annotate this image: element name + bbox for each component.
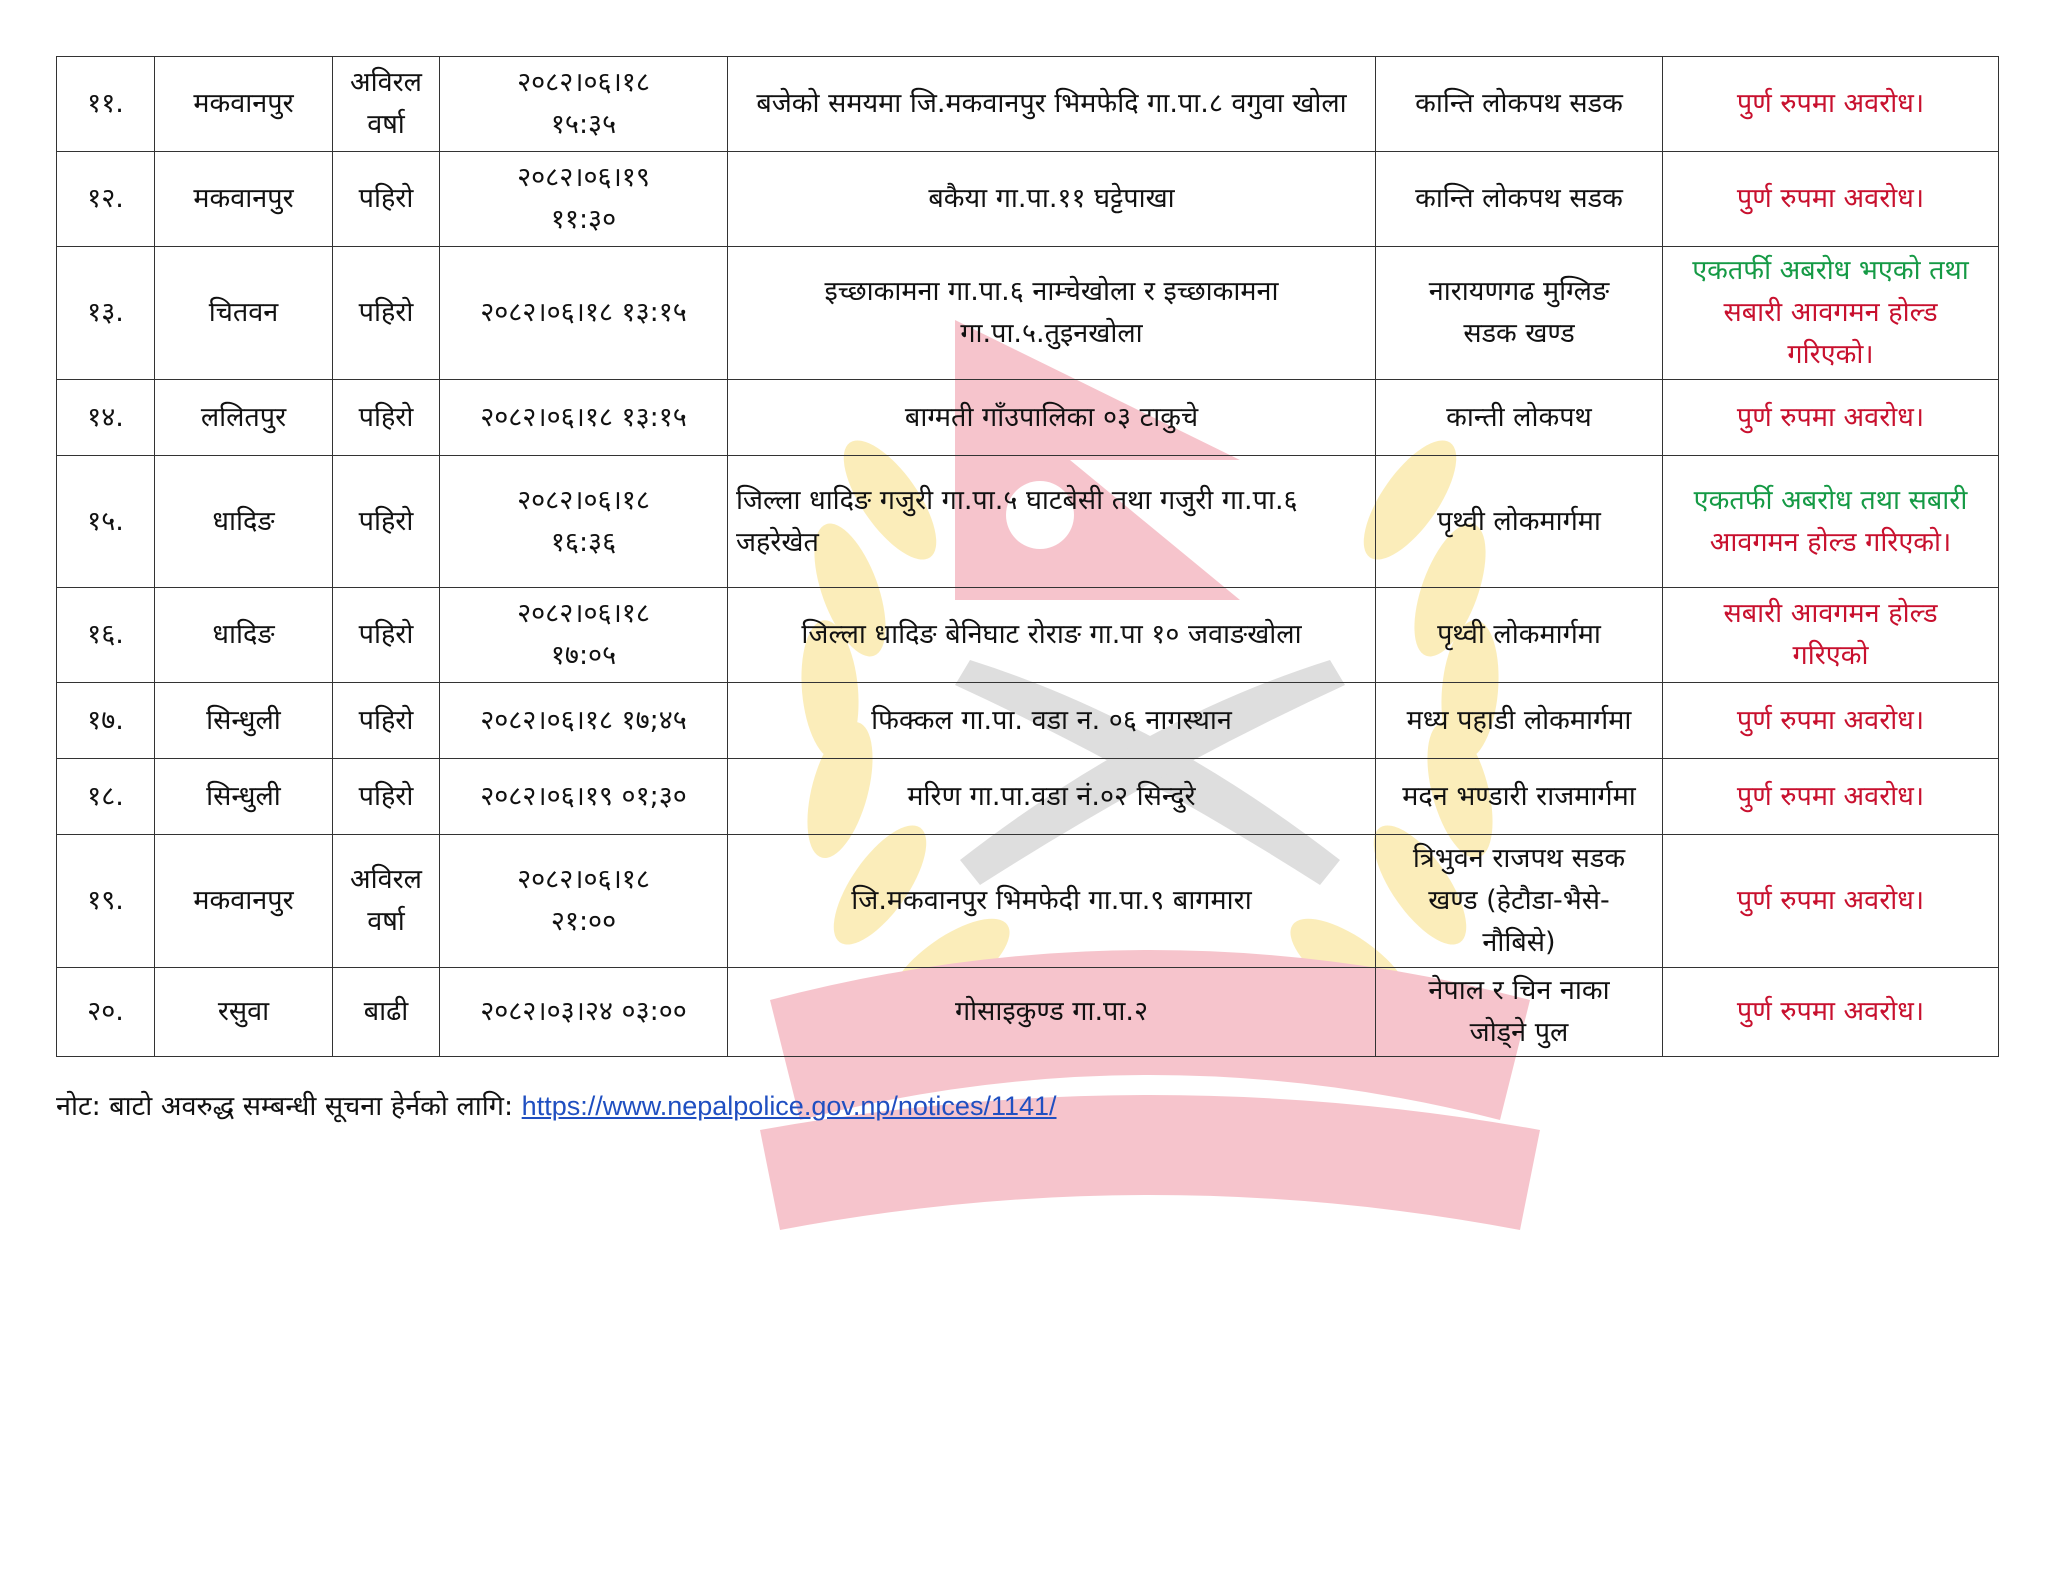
incident-type-cell: अविरल वर्षा [333, 57, 440, 152]
datetime-cell: २०८२।०६।१९ ०१;३० [440, 759, 728, 835]
table-row [57, 588, 1999, 683]
table-row [57, 835, 1999, 968]
table-row [57, 152, 1999, 247]
table-row [57, 968, 1999, 1057]
incident-type-cell: पहिरो [333, 152, 440, 247]
location-cell: बजेको समयमा जि.मकवानपुर भिमफेदि गा.पा.८ वगुवा खोला [728, 57, 1376, 152]
datetime-cell: २०८२।०६।१८ १५:३५ [440, 57, 728, 152]
serial-number-cell: १४. [57, 380, 155, 456]
district-cell: ललितपुर [155, 380, 333, 456]
incident-type-cell: पहिरो [333, 588, 440, 683]
road-cell: त्रिभुवन राजपथ सडक खण्ड (हेटौडा-भैसे- नौबिसे) [1376, 835, 1663, 968]
serial-number-cell: १८. [57, 759, 155, 835]
road-cell: नारायणगढ मुग्लिङ सडक खण्ड [1376, 247, 1663, 380]
datetime-cell: २०८२।०६।१८ १३:१५ [440, 247, 728, 380]
status-cell: पुर्ण रुपमा अवरोध। [1663, 683, 1999, 759]
table-row [57, 380, 1999, 456]
incident-type-cell: पहिरो [333, 683, 440, 759]
district-cell: सिन्धुली [155, 759, 333, 835]
district-cell: धादिङ [155, 588, 333, 683]
status-red-text: आवगमन होल्ड गरिएको। [1709, 526, 1952, 558]
notice-link[interactable]: https://www.nepalpolice.gov.np/notices/1141/ [521, 1091, 1057, 1121]
location-cell: फिक्कल गा.पा. वडा न. ०६ नागस्थान [728, 683, 1376, 759]
serial-number-cell: १९. [57, 835, 155, 968]
road-cell: कान्ति लोकपथ सडक [1376, 57, 1663, 152]
road-cell: मध्य पहाडी लोकमार्गमा [1376, 683, 1663, 759]
status-cell: पुर्ण रुपमा अवरोध। [1663, 380, 1999, 456]
serial-number-cell: १६. [57, 588, 155, 683]
status-cell: पुर्ण रुपमा अवरोध। [1663, 152, 1999, 247]
serial-number-cell: ११. [57, 57, 155, 152]
status-green-text: एकतर्फी अबरोध भएको तथा [1692, 255, 1969, 286]
road-cell: पृथ्वी लोकमार्गमा [1376, 588, 1663, 683]
status-cell: पुर्ण रुपमा अवरोध। [1663, 57, 1999, 152]
location-cell: जि.मकवानपुर भिमफेदी गा.पा.९ बागमारा [728, 835, 1376, 968]
incident-type-cell: पहिरो [333, 456, 440, 588]
serial-number-cell: १३. [57, 247, 155, 380]
footnote [56, 1086, 1057, 1127]
status-red-text: सबारी आवगमन होल्ड गरिएको। [1723, 297, 1938, 370]
table-row [57, 456, 1999, 588]
district-cell: मकवानपुर [155, 57, 333, 152]
district-cell: मकवानपुर [155, 152, 333, 247]
location-cell: जिल्ला धादिङ बेनिघाट रोराङ गा.पा १० जवाङखोला [728, 588, 1376, 683]
location-cell: बाग्मती गाँउपालिका ०३ टाकुचे [728, 380, 1376, 456]
table-row [57, 683, 1999, 759]
datetime-cell: २०८२।०६।१८ १७:०५ [440, 588, 728, 683]
status-cell [1663, 247, 1999, 380]
serial-number-cell: २०. [57, 968, 155, 1057]
location-cell: बकैया गा.पा.११ घट्टेपाखा [728, 152, 1376, 247]
status-green-text: एकतर्फी अबरोध तथा सबारी [1693, 484, 1968, 516]
table-row [57, 759, 1999, 835]
status-cell: पुर्ण रुपमा अवरोध। [1663, 968, 1999, 1057]
status-cell: पुर्ण रुपमा अवरोध। [1663, 835, 1999, 968]
serial-number-cell: १५. [57, 456, 155, 588]
datetime-cell: २०८२।०६।१८ १६:३६ [440, 456, 728, 588]
status-cell: सबारी आवगमन होल्ड गरिएको [1663, 588, 1999, 683]
table-row [57, 247, 1999, 380]
serial-number-cell: १७. [57, 683, 155, 759]
road-cell: पृथ्वी लोकमार्गमा [1376, 456, 1663, 588]
location-cell: जिल्ला धादिङ गजुरी गा.पा.५ घाटबेसी तथा गजुरी गा.पा.६ जहरेखेत [728, 456, 1376, 588]
district-cell: धादिङ [155, 456, 333, 588]
datetime-cell: २०८२।०६।१८ १७;४५ [440, 683, 728, 759]
road-blockage-table [56, 56, 1999, 1057]
incident-type-cell: पहिरो [333, 247, 440, 380]
note-label: नोट: बाटो अवरुद्ध सम्बन्धी सूचना हेर्नको लागि: [56, 1091, 522, 1122]
table-row [57, 57, 1999, 152]
incident-type-cell: पहिरो [333, 380, 440, 456]
location-cell: गोसाइकुण्ड गा.पा.२ [728, 968, 1376, 1057]
road-cell: मदन भण्डारी राजमार्गमा [1376, 759, 1663, 835]
road-cell: नेपाल र चिन नाका जोड्ने पुल [1376, 968, 1663, 1057]
location-cell: मरिण गा.पा.वडा नं.०२ सिन्दुरे [728, 759, 1376, 835]
status-cell: पुर्ण रुपमा अवरोध। [1663, 759, 1999, 835]
status-cell [1663, 456, 1999, 588]
district-cell: मकवानपुर [155, 835, 333, 968]
location-cell: इच्छाकामना गा.पा.६ नाम्चेखोला र इच्छाकामना गा.पा.५.तुइनखोला [728, 247, 1376, 380]
district-cell: चितवन [155, 247, 333, 380]
incident-type-cell: बाढी [333, 968, 440, 1057]
road-cell: कान्ति लोकपथ सडक [1376, 152, 1663, 247]
district-cell: सिन्धुली [155, 683, 333, 759]
datetime-cell: २०८२।०६।१९ ११:३० [440, 152, 728, 247]
district-cell: रसुवा [155, 968, 333, 1057]
incident-type-cell: पहिरो [333, 759, 440, 835]
serial-number-cell: १२. [57, 152, 155, 247]
incident-type-cell: अविरल वर्षा [333, 835, 440, 968]
datetime-cell: २०८२।०६।१८ २१:०० [440, 835, 728, 968]
datetime-cell: २०८२।०३।२४ ०३:०० [440, 968, 728, 1057]
road-cell: कान्ती लोकपथ [1376, 380, 1663, 456]
datetime-cell: २०८२।०६।१८ १३:१५ [440, 380, 728, 456]
